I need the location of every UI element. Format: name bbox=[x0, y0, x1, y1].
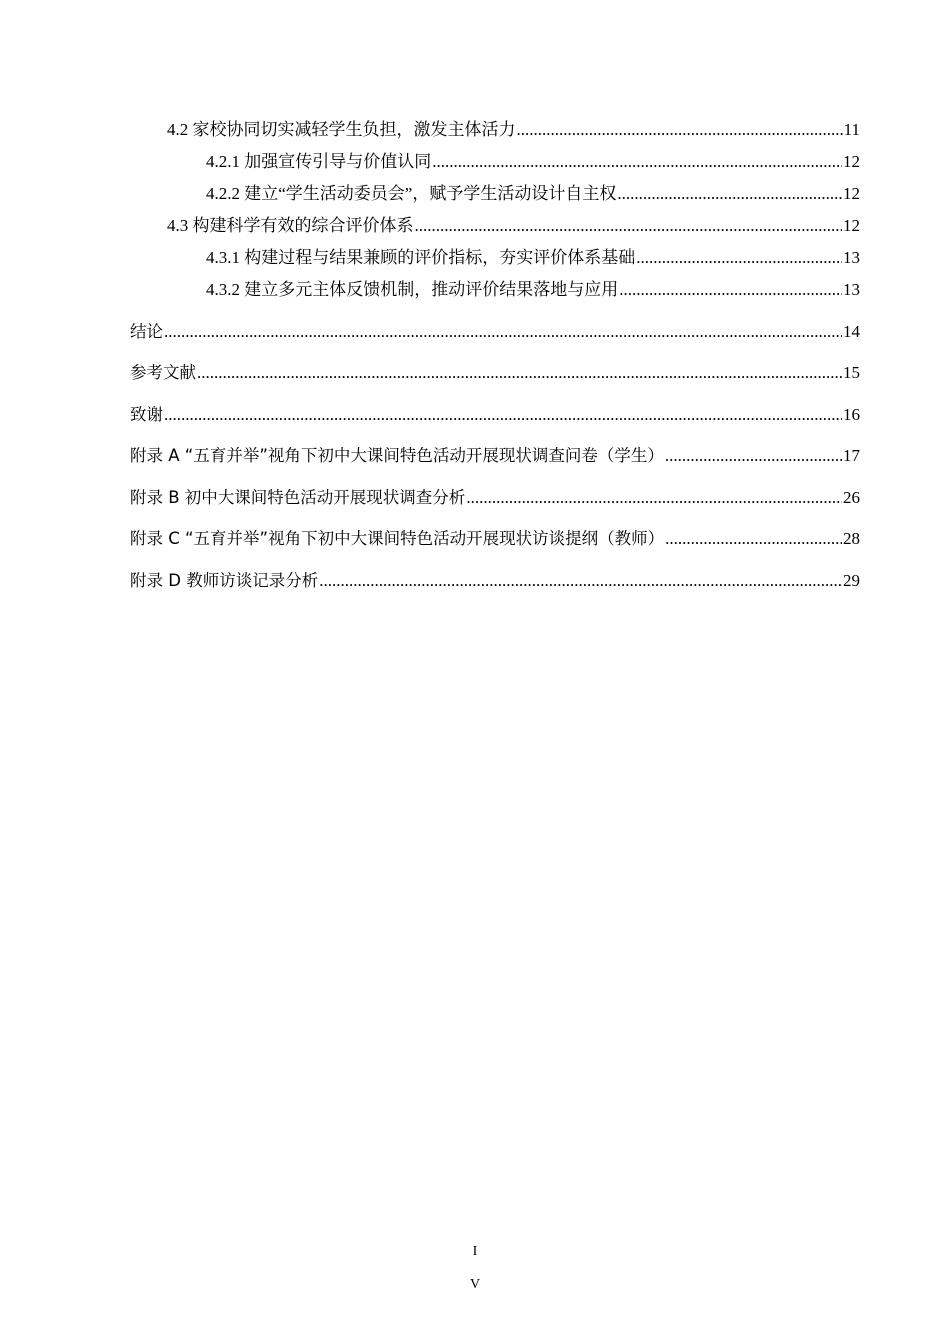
toc-leader-dots bbox=[466, 486, 842, 510]
toc-leader-dots bbox=[197, 361, 842, 385]
toc-entry-page: 11 bbox=[843, 120, 860, 139]
toc-entry-appendix-a[interactable] bbox=[130, 444, 860, 468]
toc-entry-page: 12 bbox=[843, 152, 860, 171]
page-number-line-2: V bbox=[469, 1277, 481, 1292]
toc-entry-references[interactable] bbox=[130, 361, 860, 385]
toc-entry-page: 26 bbox=[843, 488, 860, 507]
toc-leader-dots bbox=[415, 214, 843, 238]
toc-entry-page: 16 bbox=[843, 405, 860, 424]
toc-leader-dots bbox=[617, 182, 842, 206]
toc-entry-page: 13 bbox=[843, 280, 860, 299]
toc-entry-title: 4.3 构建科学有效的综合评价体系 bbox=[167, 216, 414, 235]
toc-entry-title: 附录 D 教师访谈记录分析 bbox=[130, 571, 319, 590]
toc-leader-dots bbox=[164, 320, 842, 344]
toc-entry-4-2[interactable] bbox=[167, 118, 860, 142]
toc-entry-page: 17 bbox=[843, 446, 860, 465]
toc-entry-title: 4.3.1 构建过程与结果兼顾的评价指标，夯实评价体系基础 bbox=[206, 248, 636, 267]
toc-entry-title: 结论 bbox=[130, 322, 163, 341]
toc-entry-title: 参考文献 bbox=[130, 363, 196, 382]
toc-leader-dots bbox=[164, 403, 842, 427]
toc-entry-page: 12 bbox=[843, 216, 860, 235]
toc-entry-appendix-d[interactable] bbox=[130, 569, 860, 593]
toc-entry-title: 附录 B 初中大课间特色活动开展现状调查分析 bbox=[130, 488, 466, 507]
toc-entry-appendix-b[interactable] bbox=[130, 486, 860, 510]
toc-leader-dots bbox=[665, 444, 842, 468]
toc-entry-title: 附录 C “五育并举”视角下初中大课间特色活动开展现状访谈提纲（教师） bbox=[130, 529, 665, 548]
toc-entry-page: 15 bbox=[843, 363, 860, 382]
toc-leader-dots bbox=[319, 569, 842, 593]
toc-leader-dots bbox=[432, 150, 842, 174]
toc-leader-dots bbox=[636, 246, 842, 270]
toc-entry-acknowledgements[interactable] bbox=[130, 403, 860, 427]
toc-entry-4-2-1[interactable] bbox=[206, 150, 860, 174]
toc-entry-title: 4.2 家校协同切实减轻学生负担，激发主体活力 bbox=[167, 120, 516, 139]
toc-leader-dots bbox=[619, 278, 842, 302]
toc-entry-page: 14 bbox=[843, 322, 860, 341]
toc-entry-page: 12 bbox=[843, 184, 860, 203]
toc-entry-title: 附录 A “五育并举”视角下初中大课间特色活动开展现状调查问卷（学生） bbox=[130, 446, 664, 465]
toc-entry-page: 13 bbox=[843, 248, 860, 267]
toc-entry-page: 29 bbox=[843, 571, 860, 590]
toc-entry-title: 4.2.1 加强宣传引导与价值认同 bbox=[206, 152, 432, 171]
toc-entry-title: 4.3.2 建立多元主体反馈机制，推动评价结果落地与应用 bbox=[206, 280, 619, 299]
toc-entry-4-2-2[interactable] bbox=[206, 182, 860, 206]
toc-entry-title: 致谢 bbox=[130, 405, 163, 424]
toc-leader-dots bbox=[665, 527, 842, 551]
toc-entry-title: 4.2.2 建立“学生活动委员会”，赋予学生活动设计自主权 bbox=[206, 184, 617, 203]
toc-entry-page: 28 bbox=[843, 529, 860, 548]
toc-entry-conclusion[interactable] bbox=[130, 320, 860, 344]
toc-entry-appendix-c[interactable] bbox=[130, 527, 860, 551]
toc-entry-4-3[interactable] bbox=[167, 214, 860, 238]
toc-leader-dots bbox=[517, 118, 843, 142]
page-number-line-1: I bbox=[472, 1244, 478, 1259]
toc-entry-4-3-1[interactable] bbox=[206, 246, 860, 270]
toc-entry-4-3-2[interactable] bbox=[206, 278, 860, 302]
